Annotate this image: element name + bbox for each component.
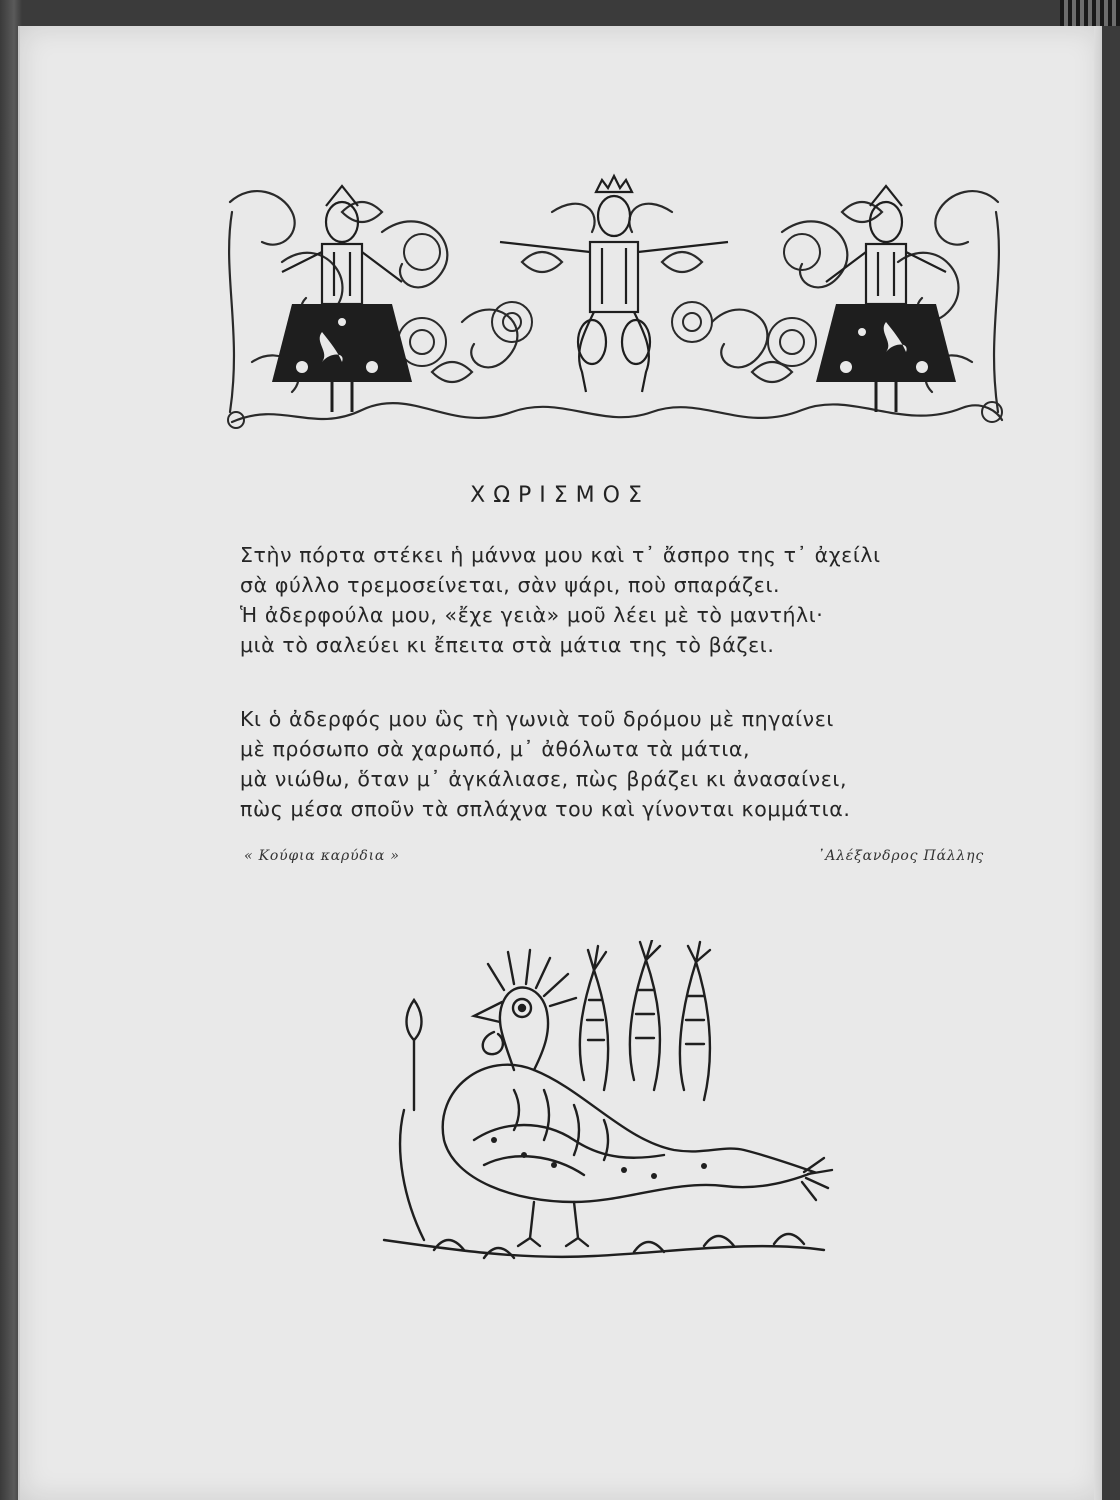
poem-line: μὰ νιώθω, ὅταν μ᾽ ἀγκάλιασε, πὼς βράζει κι ἀνασαίνει,: [240, 767, 848, 791]
poem-line: μὲ πρόσωπο σὰ χαρωπό, μ᾽ ἀθόλωτα τὰ μάτια,: [240, 737, 751, 761]
poem-line: σὰ φύλλο τρεμοσείνεται, σὰν ψάρι, ποὺ σπαράζει.: [240, 573, 781, 597]
poem-stanza-1: [240, 540, 1000, 660]
poem-line: Κι ὁ ἀδερφός μου ὣς τὴ γωνιὰ τοῦ δρόμου μὲ πηγαίνει: [240, 707, 834, 731]
poem-stanza-2: [240, 704, 1000, 824]
poem-source: « Κούφια καρύδια »: [244, 848, 400, 864]
poem-line: μιὰ τὸ σαλεύει κι ἔπειτα στὰ μάτια της τὸ βάζει.: [240, 633, 775, 657]
page-edge: [1094, 26, 1102, 1500]
poem-line: Στὴν πόρτα στέκει ἡ μάννα μου καὶ τ᾽ ἄσπρο της τ᾽ ἀχείλι: [240, 543, 881, 567]
poem-line: πὼς μέσα σποῦν τὰ σπλάχνα του καὶ γίνονται κομμάτια.: [240, 797, 851, 821]
folk-dancers-banner-illustration: [222, 172, 1006, 442]
scan-corner: [1060, 0, 1120, 26]
poem-author: ᾽Αλέξανδρος Πάλλης: [817, 848, 984, 864]
poem-title: ΧΩΡΙΣΜΟΣ: [470, 483, 650, 508]
poem-line: Ἡ ἀδερφούλα μου, «ἔχε γειὰ» μοῦ λέει μὲ τὸ μαντήλι·: [240, 603, 824, 627]
rooster-ornament-illustration: [374, 940, 834, 1300]
